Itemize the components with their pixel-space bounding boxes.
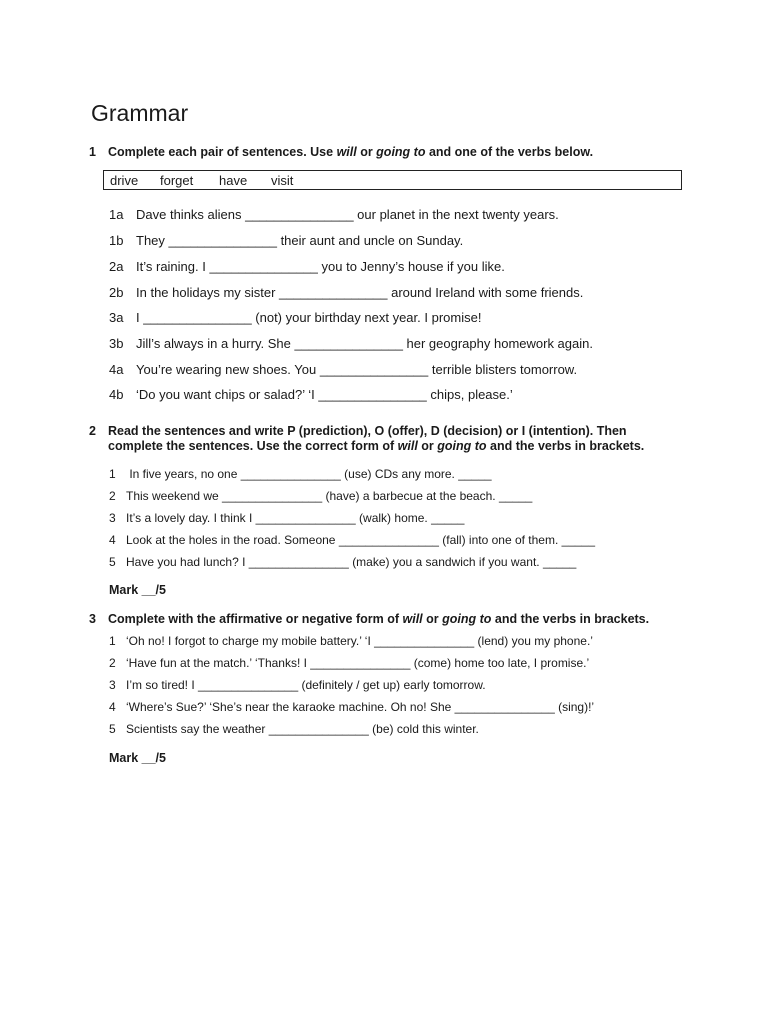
- item-number: 2b: [109, 285, 124, 300]
- item-number: 1b: [109, 233, 124, 248]
- item-text: ‘Have fun at the match.’ ‘Thanks! I _______________ (come) home too late, I promise.’: [126, 656, 590, 670]
- item-text: You’re wearing new shoes. You _______________ terrible blisters tomorrow.: [136, 362, 578, 377]
- item-number: 3b: [109, 336, 124, 351]
- exercise-number: 3: [89, 612, 96, 626]
- item-number: 2a: [109, 259, 124, 274]
- item-text: I’m so tired! I _______________ (definitely / get up) early tomorrow.: [126, 678, 486, 692]
- item-number: 3: [109, 511, 116, 525]
- mark-score: Mark __/5: [109, 751, 166, 765]
- item-number: 3a: [109, 310, 124, 325]
- item-text: Look at the holes in the road. Someone _______________ (fall) into one of them. _____: [126, 533, 596, 547]
- item-number: 4: [109, 700, 116, 714]
- item-text: Jill’s always in a hurry. She _______________ her geography homework again.: [136, 336, 593, 351]
- item-text: In the holidays my sister _______________ around Ireland with some friends.: [136, 285, 584, 300]
- verb-option: have: [219, 173, 248, 188]
- exercise-instruction-line: complete the sentences. Use the correct form of will or going to and the verbs in brackets.: [108, 439, 645, 453]
- item-text: I _______________ (not) your birthday next year. I promise!: [136, 310, 482, 325]
- item-text: They _______________ their aunt and uncle on Sunday.: [136, 233, 464, 248]
- item-number: 4: [109, 533, 116, 547]
- item-number: 2: [109, 489, 116, 503]
- verb-option: drive: [110, 173, 139, 188]
- verb-option: forget: [160, 173, 194, 188]
- verb-option: visit: [271, 173, 294, 188]
- item-number: 4b: [109, 387, 124, 402]
- item-number: 1: [109, 634, 116, 648]
- item-text: ‘Where’s Sue?’ ‘She’s near the karaoke machine. Oh no! She _______________ (sing)!’: [126, 700, 595, 714]
- exercise-number: 2: [89, 424, 96, 438]
- item-text: In five years, no one _______________ (use) CDs any more. _____: [126, 467, 492, 481]
- item-text: It’s a lovely day. I think I _______________ (walk) home. _____: [126, 511, 465, 525]
- exercise-instruction: Complete with the affirmative or negative form of will or going to and the verbs in brackets.: [108, 612, 650, 626]
- exercise-instruction: Complete each pair of sentences. Use will or going to and one of the verbs below.: [108, 145, 594, 159]
- item-number: 1: [109, 467, 116, 481]
- item-text: Have you had lunch? I _______________ (make) you a sandwich if you want. _____: [126, 555, 577, 569]
- item-text: It’s raining. I _______________ you to Jenny’s house if you like.: [136, 259, 505, 274]
- item-text: Scientists say the weather _______________ (be) cold this winter.: [126, 722, 479, 736]
- page-title: Grammar: [91, 100, 189, 126]
- item-number: 5: [109, 722, 116, 736]
- item-text: ‘Do you want chips or salad?’ ‘I _______________ chips, please.’: [136, 387, 513, 402]
- item-text: Dave thinks aliens _______________ our planet in the next twenty years.: [136, 207, 559, 222]
- verb-box: [103, 170, 682, 190]
- item-number: 5: [109, 555, 116, 569]
- mark-score: Mark __/5: [109, 583, 166, 597]
- item-text: ‘Oh no! I forgot to charge my mobile battery.’ ‘I _______________ (lend) you my phone.’: [126, 634, 593, 648]
- exercise-instruction-line: Read the sentences and write P (prediction), O (offer), D (decision) or I (intention). Then: [108, 424, 627, 438]
- exercise-number: 1: [89, 145, 96, 159]
- item-number: 1a: [109, 207, 124, 222]
- item-number: 4a: [109, 362, 124, 377]
- item-number: 2: [109, 656, 116, 670]
- item-text: This weekend we _______________ (have) a barbecue at the beach. _____: [126, 489, 533, 503]
- item-number: 3: [109, 678, 116, 692]
